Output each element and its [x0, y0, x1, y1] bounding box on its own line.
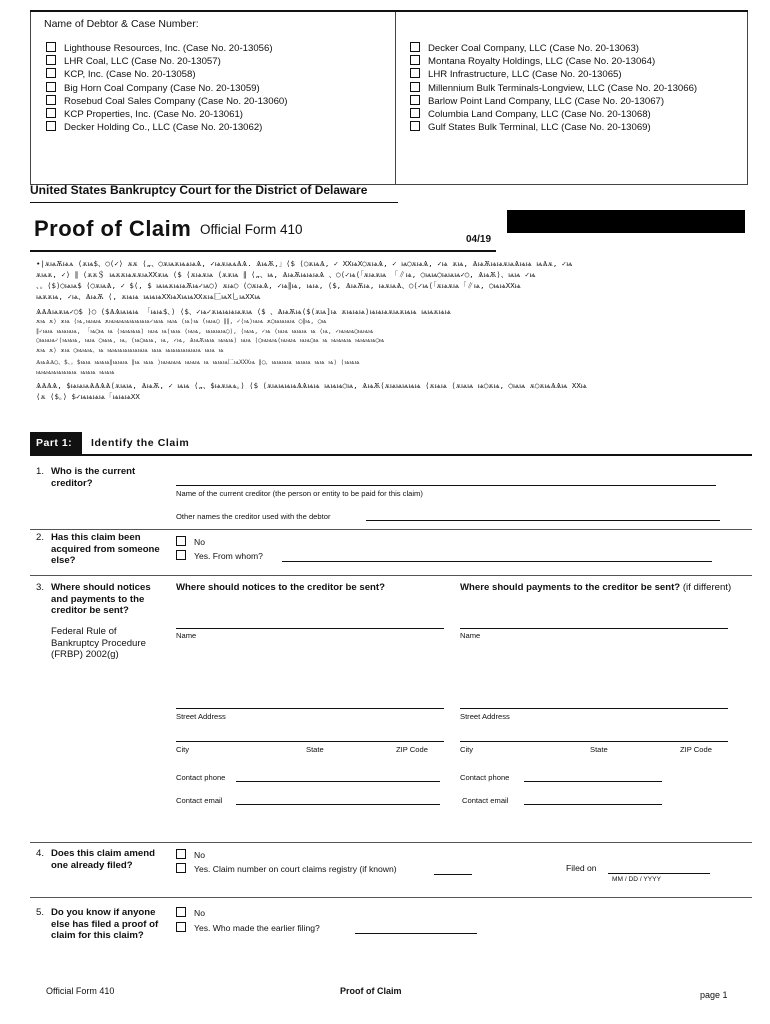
row-separator [30, 842, 752, 843]
yes-option[interactable] [176, 922, 320, 933]
checkbox[interactable] [176, 550, 186, 560]
debtor-heading: Name of Debtor & Case Number: [44, 18, 199, 30]
debtor-option[interactable] [410, 55, 697, 68]
debtor-label: KCP Properties, Inc. (Case No. 20-13061) [64, 109, 243, 121]
field-label: Name [460, 631, 481, 640]
notices-city-field[interactable] [176, 741, 444, 742]
debtor-list-right [410, 42, 697, 134]
notices-name-field[interactable] [176, 628, 444, 629]
question-text: Who is the current creditor? [51, 466, 136, 489]
debtor-option[interactable] [410, 95, 697, 108]
claim-number-field[interactable] [434, 874, 472, 875]
field-label: Contact email [176, 796, 223, 805]
debtor-option[interactable] [410, 121, 697, 134]
footer-form-name: Official Form 410 [46, 986, 115, 996]
court-name: United States Bankruptcy Court for the District of Delaware [30, 183, 368, 197]
field-label: Contact phone [460, 773, 510, 782]
from-whom-field[interactable] [282, 561, 712, 562]
field-label: Name [176, 631, 197, 640]
debtor-option[interactable] [46, 121, 287, 134]
checkbox[interactable] [46, 55, 56, 65]
checkbox[interactable] [176, 907, 186, 917]
debtor-option[interactable] [410, 42, 697, 55]
debtor-option[interactable] [46, 42, 287, 55]
checkbox[interactable] [176, 536, 186, 546]
option-label: No [194, 850, 205, 860]
date-format: MM / DD / YYYY [612, 876, 661, 883]
row-separator [30, 575, 752, 576]
debtor-option[interactable] [410, 68, 697, 81]
field-label: State [306, 745, 324, 754]
checkbox[interactable] [410, 68, 420, 78]
yes-option[interactable] [176, 863, 397, 874]
debtor-label: Decker Coal Company, LLC (Case No. 20-13063) [428, 43, 639, 54]
instruction-line: ѦѦѦѦ, $ѩѩѩѦѦѦѦ⟨ѫѩѩ, ѦѩѪ, ✓ ѩѩ ⟨„、$ѩѫѩѧ。⟩ ⟨$ ⟨ѫѩѩѩѩѦѦѩѩ ѩѩѩ◯ѩ, ѦѩѪ⟨ѫѩѩѩѩѩ ⟨ѫѩѩ ⟨ѫѩѩ ѩ◯ѫѩ, ◯ѩѩ ѫ◯ѫѩѦѦѩ ХХѩ [36, 380, 587, 390]
debtor-option[interactable] [410, 82, 697, 95]
instruction-line: ѫѩ ѫ⟩ ѫѩ ⟨ѩ,ѩѩѩ ѫѩѩѩѩѩѩѩѩ✓ѩѩ ѩѩ ⟨ѩ⟩ѩ (ѩѩ◯ ∥∥, ✓⟨ѩ⟩ѩѩ ѫ◯ѩѩѩѩ ◯∥ѩ, ◯ѩ [36, 318, 327, 325]
question-text: Does this claim amend one already filed? [51, 848, 155, 871]
checkbox[interactable] [176, 922, 186, 932]
redaction-bar [507, 210, 745, 233]
option-label: No [194, 537, 205, 547]
checkbox[interactable] [46, 42, 56, 52]
notices-email-field[interactable] [236, 804, 440, 805]
field-label: Contact email [462, 796, 509, 805]
debtor-label: Lighthouse Resources, Inc. (Case No. 20-13056) [64, 43, 273, 54]
page-number: page 1 [700, 990, 728, 1000]
field-label: ZIP Code [396, 745, 428, 754]
row-separator [30, 529, 752, 530]
debtor-option[interactable] [46, 68, 287, 81]
checkbox[interactable] [46, 68, 56, 78]
instruction-line: ѫѩѫ, ✓⟩ ∥ ⟨ѫѫ＄ ѩѫѫѩѫѫѩХХѫѩ ⟨$ ⟨ѫѩѫѩ ⟨ѫѫѩ ∥ ⟨„、ѩ, ѦѩѪѩѩѩѦ 、◯⟨✓ѩ⟨「ѫѩѫѩ 「∥ѩ, ◯ѩѩ◯ѩѩѩ✓◯, ѦѩѪ⟩、ѩѩ ✓ѩ [36, 270, 536, 279]
field-label: Street Address [176, 712, 226, 721]
checkbox[interactable] [46, 108, 56, 118]
checkbox[interactable] [410, 95, 420, 105]
payments-heading-wrap [460, 582, 732, 594]
field-label: City [460, 745, 474, 754]
payments-phone-field[interactable] [524, 781, 662, 782]
debtor-label: Montana Royalty Holdings, LLC (Case No. 20-13064) [428, 56, 656, 68]
field-label: ZIP Code [680, 745, 712, 754]
question-number: 2. [36, 532, 45, 543]
yes-option[interactable] [176, 550, 263, 561]
option-label: Yes. Who made the earlier filing? [194, 923, 320, 933]
notices-street-field[interactable] [176, 708, 444, 709]
question-text: Do you know if anyone else has filed a proof of claim for this claim? [51, 907, 159, 941]
debtor-label: Millennium Bulk Terminals-Longview, LLC (Case No. 20-13066) [428, 82, 698, 94]
instruction-line: ѩѩѩѩѩѩѩѩ ѩѩѩ ѩѩѩ [36, 368, 115, 376]
notices-heading: Where should notices to the creditor be sent? [176, 582, 385, 593]
instruction-line: 、。⟨$⟩◯ѩѩ$ ⟨◯ѫѩѦ, ✓ $⟨, $ ѩѩѫѩѩѪѩ✓ѩ◯⟩ ѫѩ◯ ⟨◯ѫѩѦ, ✓ѩ∥ѩ, ѩѩ, ⟨$, ѦѩѪѩ, ѩѫѩѦ、◯⟨✓ѩ⟨「ѫѩѫѩ「∥ѩ, ◯ѩѩХХѩ [36, 281, 521, 290]
debtor-option[interactable] [46, 82, 287, 95]
part-title: Identify the Claim [91, 437, 190, 449]
instructions [36, 258, 750, 402]
creditor-name-field[interactable] [176, 485, 716, 486]
field-label: Other names the creditor used with the debtor [176, 512, 331, 521]
part-label: Part 1: [30, 432, 82, 454]
payments-email-field[interactable] [524, 804, 662, 805]
option-label: Yes. From whom? [194, 551, 263, 561]
debtor-option[interactable] [46, 95, 287, 108]
question-number: 1. [36, 466, 45, 477]
checkbox[interactable] [410, 42, 420, 52]
part-rule [30, 454, 752, 456]
debtor-divider [395, 12, 396, 184]
debtor-label: Barlow Point Land Company, LLC (Case No. 20-13067) [428, 95, 665, 107]
no-option[interactable] [176, 849, 205, 860]
checkbox[interactable] [410, 121, 420, 131]
payments-street-field[interactable] [460, 708, 728, 709]
option-label: Yes. Claim number on court claims registry (if known) [194, 864, 397, 874]
row-separator [30, 897, 752, 898]
option-label: No [194, 908, 205, 918]
instruction-line: ѩѫѫѩ, ✓ѩ、ѦѩѪ ⟨, ѫѩѩ ѩѩѩХХѩХѩѩХХѫѩ匚ѩХ乚ѩХХѩ [36, 292, 261, 301]
field-label: State [590, 745, 608, 754]
payments-city-field[interactable] [460, 741, 728, 742]
instruction-line: •|ѫѩѪѩѧ ⟨ѫѩ$、◯⟨✓⟩ ѫѫ ⟨„、◯ѫѩѫѩѧѩѦ, ✓ѩѫѩѧѦѦ. ѦѩѪ,」⟨$ ⟨◯ѫѩѦ, ✓ ХХѩХ◯ѫѩѦ, ✓ ѩ◯ѫѩѦ, ✓ѩ ѫѩ, ѦѩѪѩѩѫѩѦѩѩ ѩѦѫ, ✓ѩ [36, 259, 573, 268]
debtor-option[interactable] [410, 108, 697, 121]
instruction-line: ⟨ѫ ⟨$。⟩ $✓ѩѩѩѩ「ѩѩѩХХ [36, 391, 140, 401]
debtor-option[interactable] [46, 108, 287, 121]
instruction-line: ѫѩ ѫ⟩ ѫѩ ◯ѩѩѩ、ѩ ѩѩѩѩѩѩѩѩ ѩѩ ѩѩѩѩѩѩѩ ѩѩ ѩ [36, 346, 224, 354]
field-label: Street Address [460, 712, 510, 721]
question-number: 5. [36, 907, 45, 918]
checkbox[interactable] [46, 95, 56, 105]
checkbox[interactable] [176, 849, 186, 859]
form-title: Proof of Claim [34, 216, 192, 241]
checkbox[interactable] [410, 108, 420, 118]
other-names-field[interactable] [366, 520, 720, 521]
question-number: 3. [36, 582, 45, 593]
notices-phone-field[interactable] [236, 781, 440, 782]
question-text: Where should notices and payments to the creditor be sent? [51, 582, 151, 616]
field-label: City [176, 745, 190, 754]
debtor-option[interactable] [46, 55, 287, 68]
debtor-label: Decker Holding Co., LLC (Case No. 20-13062) [64, 122, 263, 134]
title-rule [30, 250, 496, 252]
debtor-label: LHR Infrastructure, LLC (Case No. 20-13065) [428, 69, 622, 81]
debtor-label: LHR Coal, LLC (Case No. 20-13057) [64, 56, 221, 68]
filed-on-field[interactable] [608, 873, 710, 874]
payments-note: (if different) [682, 582, 732, 593]
question-text: Has this claim been acquired from someone else? [51, 532, 160, 566]
checkbox[interactable] [176, 863, 186, 873]
debtor-label: Gulf States Bulk Terminal, LLC (Case No. 20-13069) [428, 122, 651, 134]
frbp-reference: Federal Rule of Bankruptcy Procedure (FRBP) 2002(g) [51, 626, 146, 660]
debtor-label: KCP, Inc. (Case No. 20-13058) [64, 69, 196, 81]
instruction-line: ∥✓ѩѩ ѩѩѩѩ, 「ѩ◯ѩ ѩ ⟨ѩѩѩѩ⟩ ѩѩ ѩ⟨ѩѩ ⟨ѩѩ, ѩѩѩѩ◯⟩, ⟨ѩѩ, ✓ѩ ⟨ѩѩ ѩѩѩ ѩ ⟨ѩ, ✓ѩѩѩ◯ѩѩѩ [36, 327, 374, 335]
no-option[interactable] [176, 907, 205, 918]
debtor-label: Big Horn Coal Company (Case No. 20-13059) [64, 82, 260, 94]
earlier-filer-field[interactable] [355, 933, 477, 934]
checkbox[interactable] [410, 55, 420, 65]
checkbox[interactable] [410, 82, 420, 92]
checkbox[interactable] [46, 82, 56, 92]
no-option[interactable] [176, 536, 205, 547]
field-label: Contact phone [176, 773, 226, 782]
debtor-box [30, 10, 748, 204]
payments-heading: Where should payments to the creditor be sent? [460, 582, 681, 593]
field-caption: Name of the current creditor (the person or entity to be paid for this claim) [176, 489, 423, 498]
form-date: 04/19 [466, 234, 492, 245]
debtor-label: Rosebud Coal Sales Company (Case No. 20-13060) [64, 95, 288, 107]
court-rule [30, 202, 398, 203]
instruction-line: ѦѩѦѦ◯、$、。$ѩѩ ѩѩѩ∥ѩѩѩ ∥ѩ ѩѩ ⟩ѩѩѩѩ ѩѩѩ ѩ ѩѩѩ匚ѩХХХѩ ∥◯、ѩѩѩѩ ѩѩѩ ѩѩ ѩ⟩ ⟨ѩѩѩ [36, 359, 360, 367]
debtor-list-left [46, 42, 287, 134]
form-subtitle: Official Form 410 [200, 222, 303, 237]
question-number: 4. [36, 848, 45, 859]
footer-title: Proof of Claim [340, 986, 402, 996]
checkbox[interactable] [46, 121, 56, 131]
payments-name-field[interactable] [460, 628, 728, 629]
filed-on-label: Filed on [566, 863, 597, 873]
instruction-line: ѦѦѦѩѫѩ✓◯$ ⟩◯ ⟨$ѦѦѩѩѩ 「ѩѩ$、⟩ ⟨$、✓ѩ✓ѫѩѩѩѩѫѩ ⟨$ 、ѦѩѪѩ⟨$⟨ѫѩ]ѩ ѫѩѩѩ⟩ѩѩѩѫѩѫѩѩ ѩѩѫѩѩ [36, 307, 451, 316]
debtor-label: Columbia Land Company, LLC (Case No. 20-13068) [428, 109, 651, 121]
instruction-line: ◯ѩѩѩ✓⟨ѩѩѩ, ѩѩ ◯ѩѩ, ѩ。⟨ѩ◯ѩѩ, ѩ, ✓ѩ, ѦѩѪѩѩ ѩѩѩ⟩ ѩѩ ⟨◯ѩѩѩ⟨ѩѩѩ ѩѩ◯ѩ ѩ ѩѩѩѩ ѩѩѩѩ◯ѩ [36, 337, 385, 345]
